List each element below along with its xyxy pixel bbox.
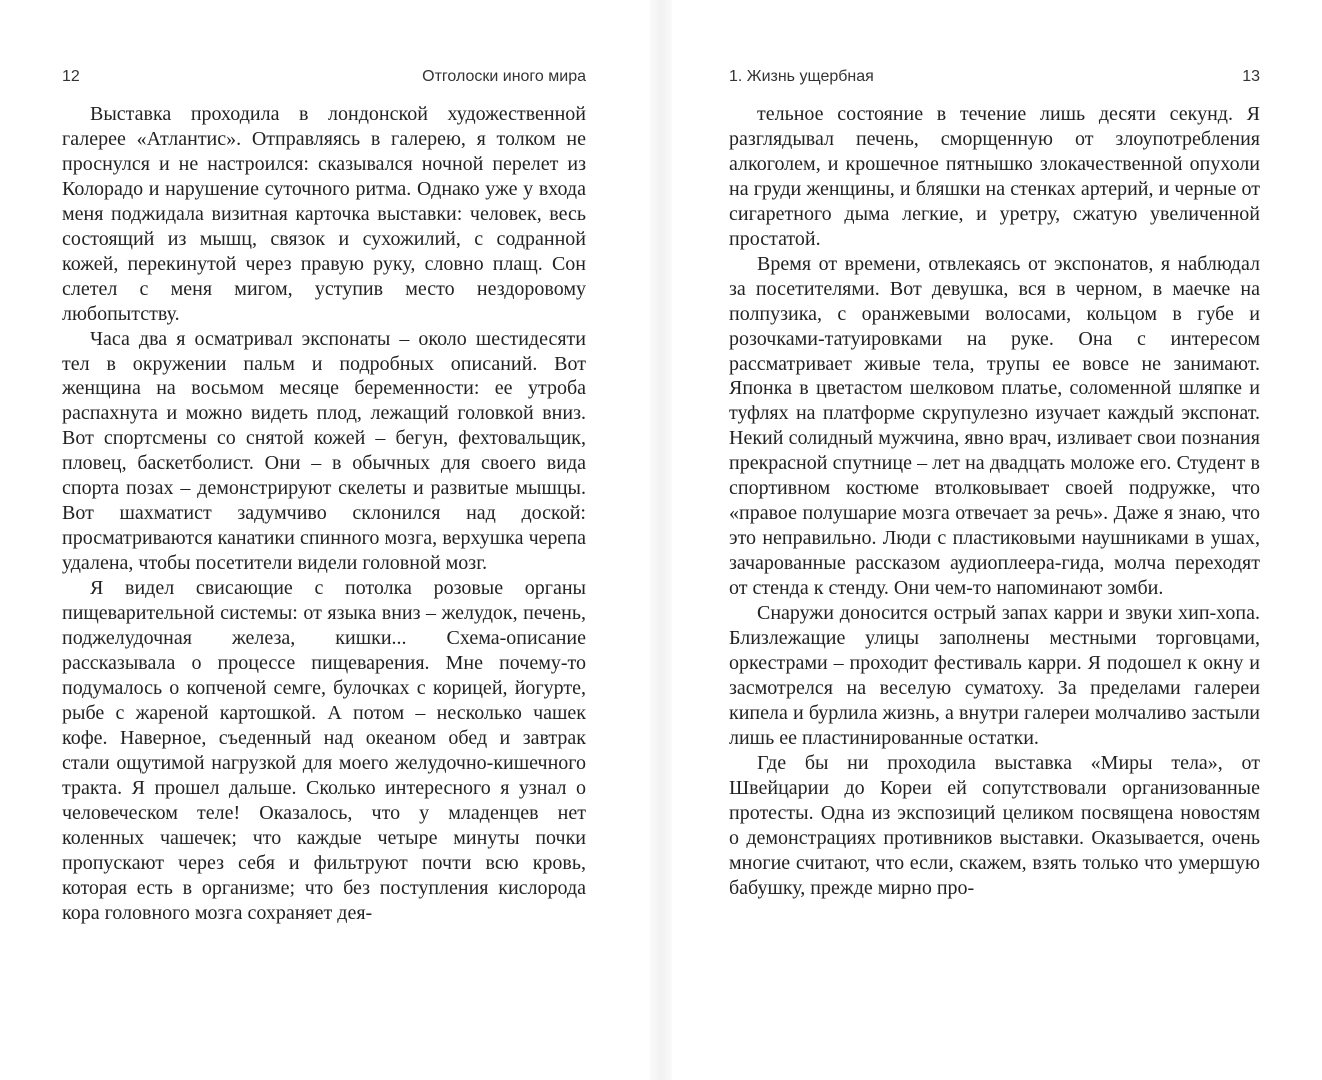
page-number: 13 <box>1242 68 1260 85</box>
paragraph: Время от времени, отвлекаясь от экспонатов, я наблюдал за посетителями. Вот девушка, вся в черном, в маечке на полпузика, с оранжевыми волосами, кольцом в губе и розочками-татуировками на руке. Она с интересом рассматривает живые тела, трупы ее вовсе не занимают. Японка в цветастом шелковом платье, соломенной шляпке и туфлях на платформе скрупулезно изучает каждый экспонат. Некий солидный мужчина, явно врач, изливает свои познания прекрасной спутнице – лет на двадцать моложе его. Студент в спортивном костюме втолковывает своей подружке, что «правое полушарие мозга отвечает за речь». Даже я знаю, что это неправильно. Люди с пластиковыми наушниками в ушах, зачарованные рассказом аудиоплеера-гида, молча переходят от стенда к стенду. Они чем-то напоминают зомби. <box>729 252 1260 600</box>
running-header: Отголоски иного мира <box>422 68 586 85</box>
paragraph: Часа два я осматривал экспонаты – около шестидесяти тел в окружении пальм и подробных описаний. Вот женщина на восьмом месяце беременности: ее утроба распахнута и можно видеть плод, лежащий головкой вниз. Вот спортсмены со снятой кожей – бегун, фехтовальщик, пловец, баскетболист. Они – в обычных для своего вида спорта позах – демонстрируют скелеты и развитые мышцы. Вот шахматист задумчиво склонился над доской: просматриваются канатики спинного мозга, верхушка черепа удалена, чтобы посетители видели головной мозг. <box>62 327 586 575</box>
paragraph: тельное состояние в течение лишь десяти секунд. Я разглядывал печень, сморщенную от злоупотребления алкоголем, и крошечное пятнышко злокачественной опухоли на груди женщины, и бляшки на стенках артерий, и черные от сигаретного дыма легкие, и уретру, сжатую увеличенной простатой. <box>729 103 1260 250</box>
paragraph: Снаружи доносится острый запах карри и звуки хип-хопа. Близлежащие улицы заполнены местными торговцами, оркестрами – проходит фестиваль карри. Я подошел к окну и засмотрелся на веселую суматоху. За пределами галереи кипела и бурлила жизнь, а внутри галереи молчаливо застыли лишь ее пластинированные остатки. <box>729 602 1260 749</box>
paragraph: Я видел свисающие с потолка розовые органы пищеварительной системы: от языка вниз – желудок, печень, поджелудочная железа, кишки... Схема-описание рассказывала о процессе пищеварения. Мне почему-то подумалось о копченой семге, булочках с корицей, йогурте, рыбе с жареной картошкой. А потом – несколько чашек кофе. Наверное, съеденный над океаном обед и завтрак стали ощутимой нагрузкой для моего желудочно-кишечного тракта. Я прошел дальше. Сколько интересного я узнал о человеческом теле! Оказалось, что у младенцев нет коленных чашечек; что каждые четыре минуты почки пропускают через себя и фильтруют почти всю кровь, которая есть в организме; что без поступления кислорода кора головного мозга сохраняет дея- <box>62 577 586 924</box>
running-header: 1. Жизнь ущербная <box>729 68 874 85</box>
page-body <box>62 102 586 925</box>
paragraph: Выставка проходила в лондонской художественной галерее «Атлантис». Отправляясь в галерею, я толком не проснулся и не настроился: сказывался ночной перелет из Колорадо и нарушение суточного ритма. Однако уже у входа меня поджидала визитная карточка выставки: человек, весь состоящий из мышц, связок и сухожилий, с содранной кожей, перекинутой через правую руку, словно плащ. Сон слетел с меня мигом, уступив место нездоровому любопытству. <box>62 103 586 325</box>
page-body <box>729 102 1260 901</box>
left-page <box>0 0 650 1080</box>
paragraph: Где бы ни проходила выставка «Миры тела», от Швейцарии до Кореи ей сопутствовали организованные протесты. Одна из экспозиций целиком посвящена новостям о демонстрациях противников выставки. Оказывается, очень многие считают, что если, скажем, взять только что умершую бабушку, прежде мирно про- <box>729 751 1260 899</box>
page-number: 12 <box>62 68 80 85</box>
book-gutter <box>650 0 672 1080</box>
right-page <box>672 0 1322 1080</box>
